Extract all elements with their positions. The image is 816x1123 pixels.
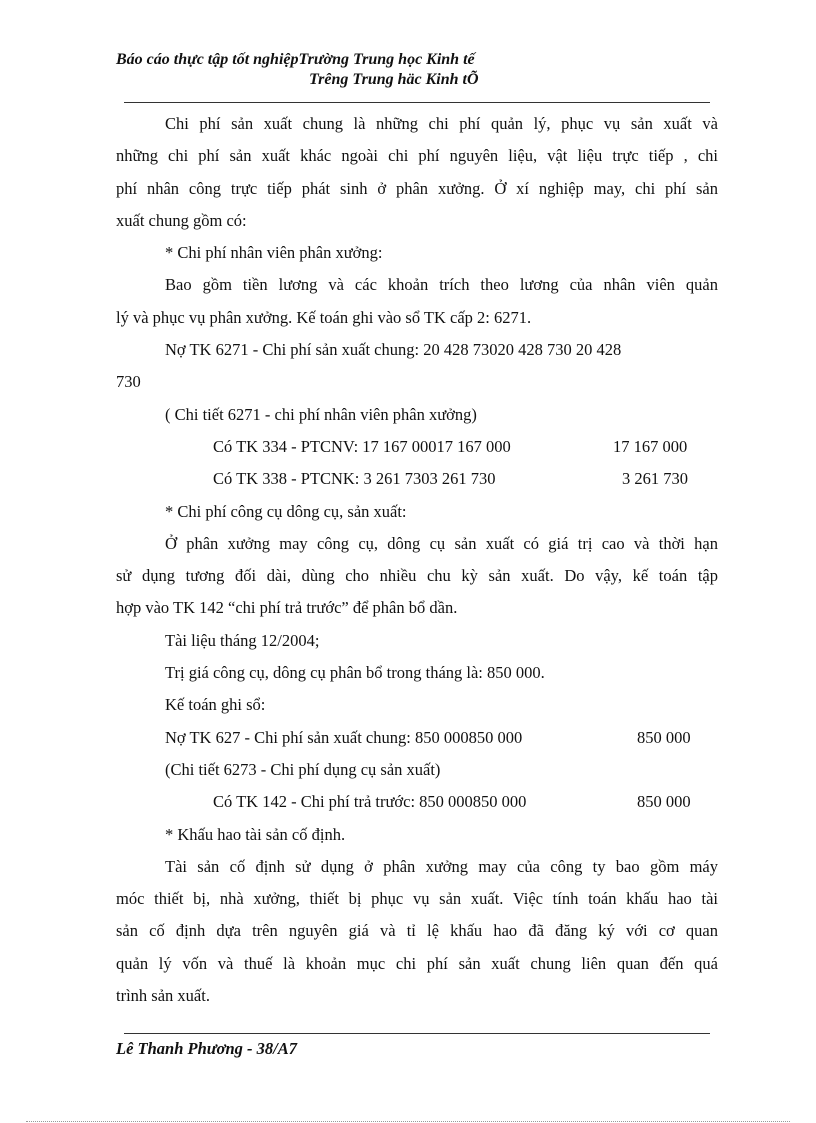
paragraph-line: xuất chung gồm có: [116, 210, 247, 230]
paragraph-line: Ở phân xưởng may công cụ, dông cụ sản xuất có giá trị cao và thời hạn [165, 533, 718, 553]
page-footer: Lê Thanh Phương - 38/A7 [116, 1039, 298, 1058]
paragraph-line: sản cố định dựa trên nguyên giá và tỉ lệ khấu hao đã đăng ký với cơ quan [116, 921, 718, 941]
paragraph-line: trình sản xuất. [116, 986, 210, 1006]
paragraph-line: quản lý vốn và thuế là khoản mục chi phí sản xuất chung liên quan đến quá [116, 953, 718, 973]
paragraph-line: Tài sản cố định sử dụng ở phân xưởng may của công ty bao gồm máy [165, 856, 718, 876]
section-heading: * Chi phí công cụ dông cụ, sản xuất: [165, 501, 407, 521]
credit-text: Có TK 142 - Chi phí trả trước: 850 000850 000 [213, 792, 527, 812]
value-statement: Trị giá công cụ, dông cụ phân bổ trong tháng là: 850 000. [165, 663, 545, 683]
journal-entry-credit [116, 786, 718, 818]
paragraph-line: hợp vào TK 142 “chi phí trả trước” để phân bổ dần. [116, 598, 458, 618]
section-heading: * Chi phí nhân viên phân xưởng: [165, 243, 383, 263]
credit-text: Có TK 334 - PTCNV: 17 167 00017 167 000 [213, 436, 511, 456]
section-heading: * Khấu hao tài sản cố định. [165, 824, 346, 844]
credit-amount: 3 261 730 [622, 469, 688, 489]
entry-detail: (Chi tiết 6273 - Chi phí dụng cụ sản xuất) [165, 759, 441, 779]
paragraph-line: lý và phục vụ phân xưởng. Kế toán ghi vào sổ TK cấp 2: 6271. [116, 307, 532, 327]
page-header [116, 50, 716, 90]
document-reference: Tài liệu tháng 12/2004; [165, 630, 320, 650]
record-label: Kế toán ghi sổ: [165, 695, 266, 715]
paragraph-line: Bao gồm tiền lương và các khoản trích theo lương của nhân viên quản [165, 275, 718, 295]
paragraph-line: Chi phí sản xuất chung là những chi phí quản lý, phục vụ sản xuất và [165, 114, 718, 133]
entry-detail: ( Chi tiết 6271 - chi phí nhân viên phân xưởng) [165, 404, 477, 424]
journal-entry-debit: Nợ TK 6271 - Chi phí sản xuất chung: 20 428 73020 428 730 20 428 [165, 340, 622, 360]
credit-amount: 17 167 000 [613, 436, 688, 456]
journal-entry-credit [116, 463, 718, 495]
credit-text: Có TK 338 - PTCNK: 3 261 7303 261 730 [213, 469, 496, 489]
journal-entry-continuation: 730 [116, 372, 141, 392]
paragraph-line: những chi phí sản xuất khác ngoài chi phí nguyên liệu, vật liệu trực tiếp , chi [116, 146, 718, 166]
header-rule [124, 102, 710, 103]
document-body [116, 108, 718, 1012]
footer-rule [124, 1033, 710, 1034]
credit-amount: 850 000 [637, 792, 691, 812]
header-title: Báo cáo thực tập tốt nghiệpTrường Trung học Kinh tế [116, 51, 475, 68]
paragraph-line: sử dụng tương đối dài, dùng cho nhiều chu kỳ sản xuất. Do vậy, kế toán tập [116, 566, 718, 586]
paragraph-line: phí nhân công trực tiếp phát sinh ở phân xưởng. Ở xí nghiệp may, chi phí sản [116, 178, 718, 198]
debit-text: Nợ TK 627 - Chi phí sản xuất chung: 850 000850 000 [165, 727, 523, 747]
debit-amount: 850 000 [637, 727, 691, 747]
journal-entry-debit [116, 722, 718, 754]
paragraph-line: móc thiết bị, nhà xưởng, thiết bị phục vụ sản xuất. Việc tính toán khấu hao tài [116, 889, 718, 909]
journal-entry-credit [116, 431, 718, 463]
page-edge-dotted-line [26, 1121, 790, 1122]
header-subtitle: Trêng Trung häc Kinh tÕ [309, 71, 479, 88]
